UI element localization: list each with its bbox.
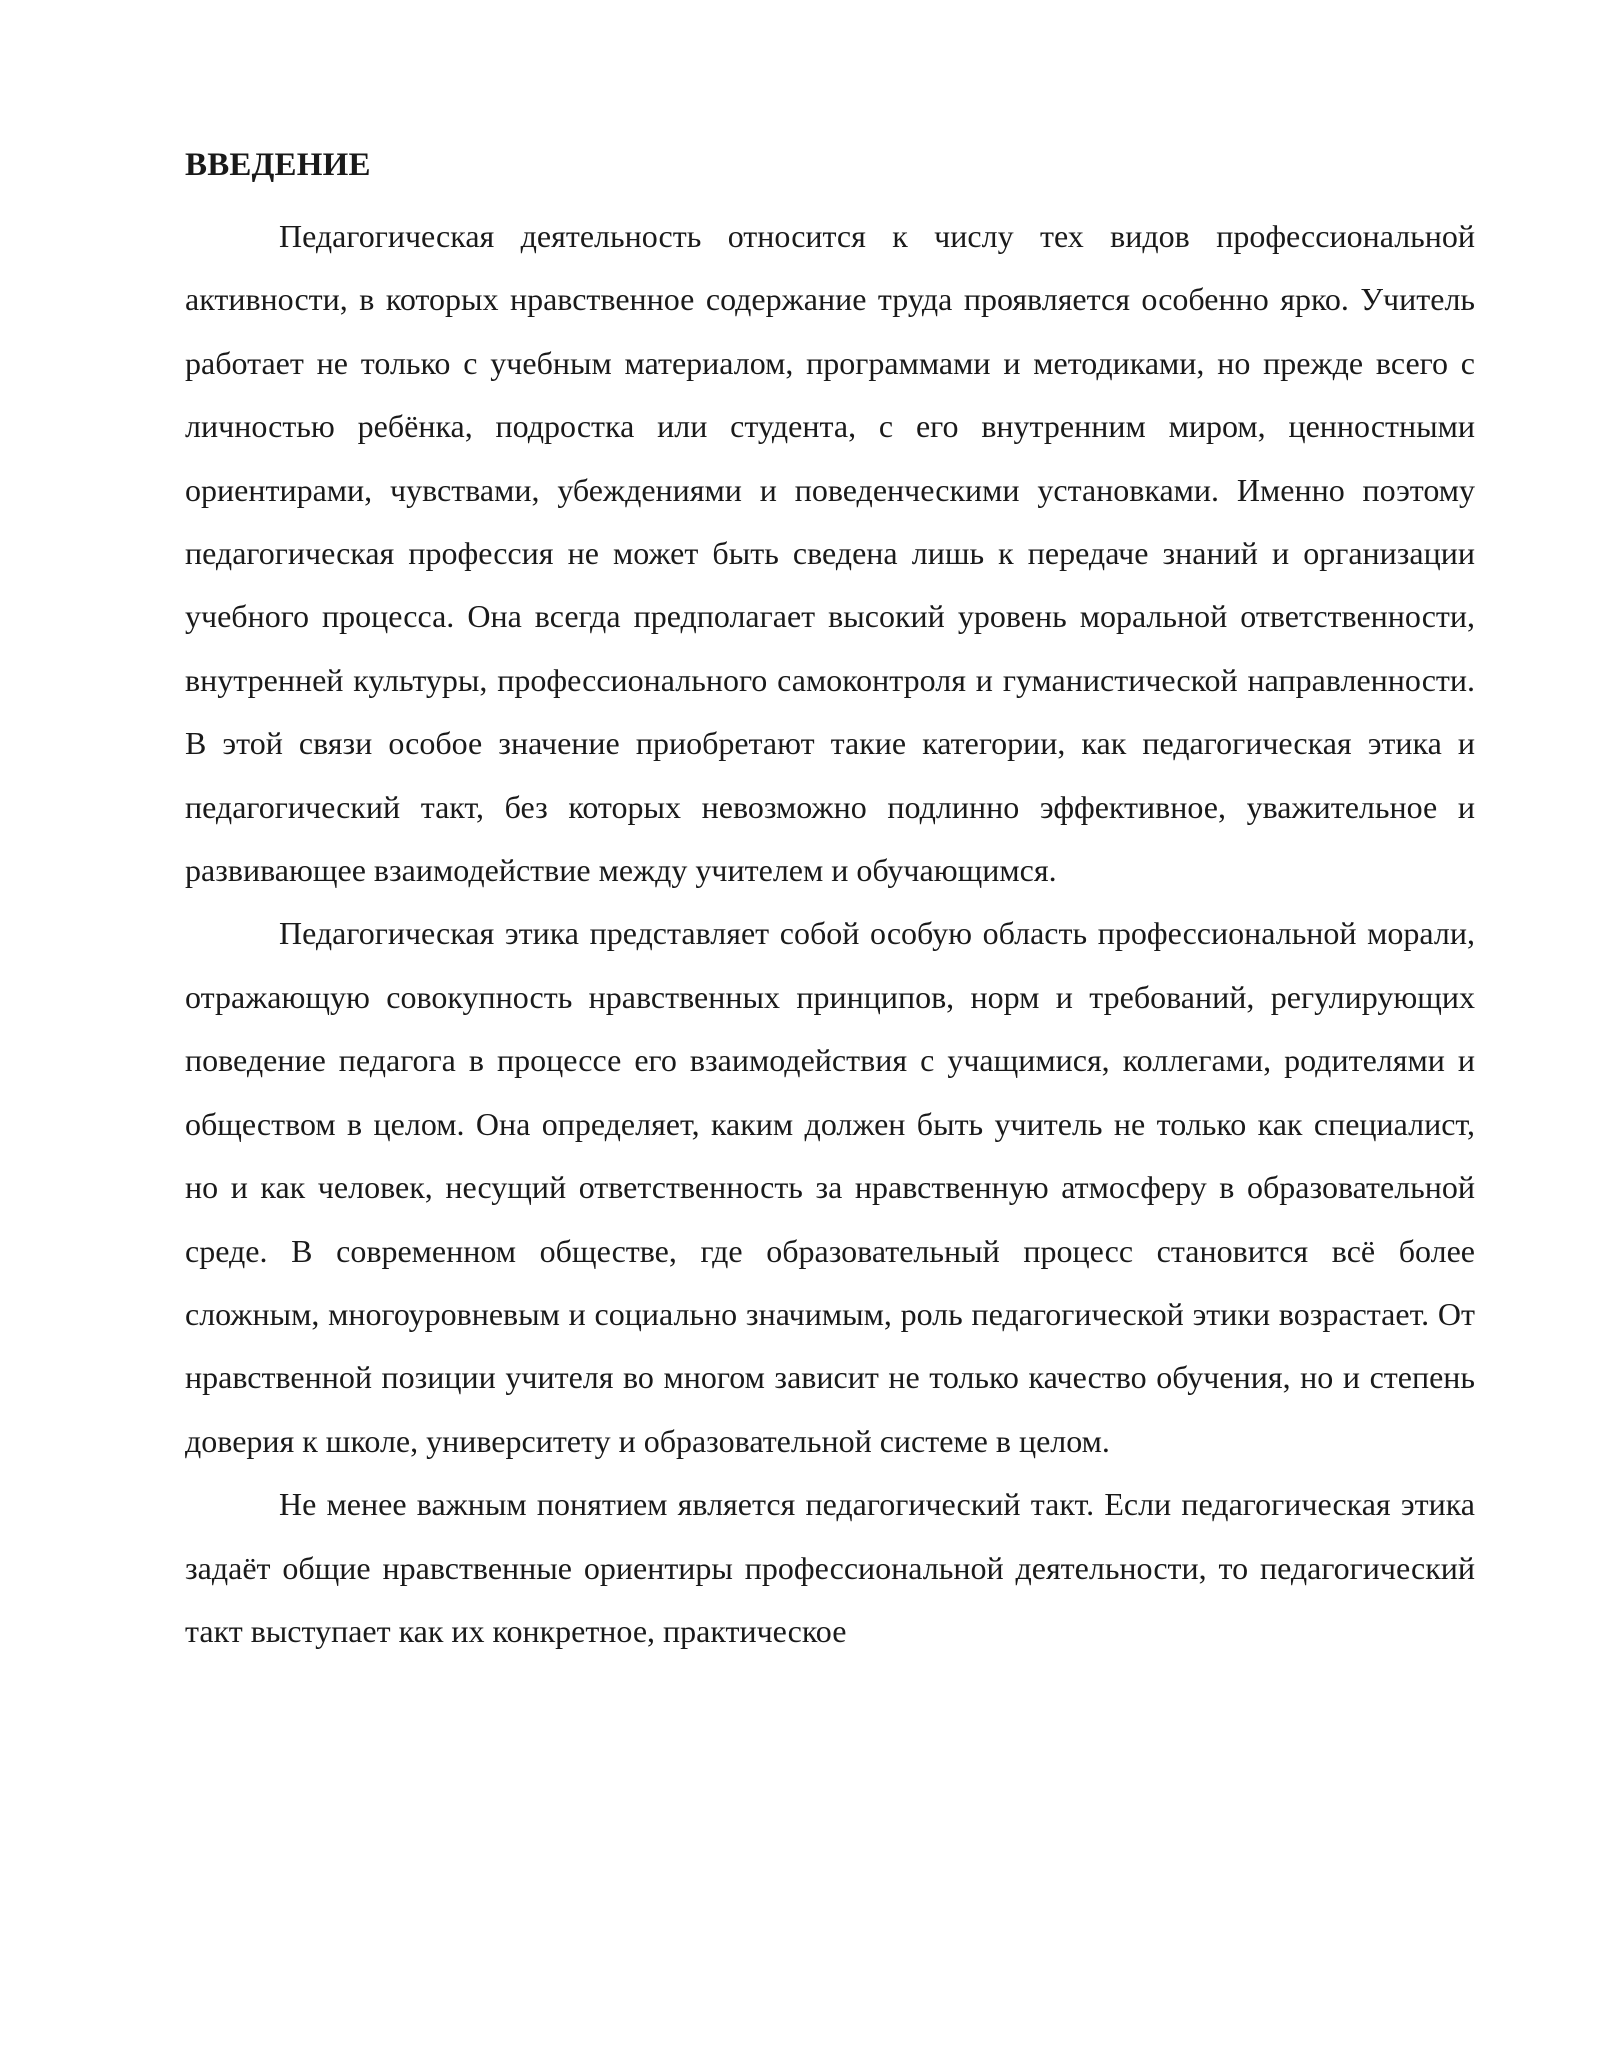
paragraph-3: Не менее важным понятием является педагогический такт. Если педагогическая этика задаёт общие нравственные ориентиры профессиональной деятельности, то педагогический такт выступает как их конкретное, практическое bbox=[185, 1486, 1475, 1649]
paragraph-2: Педагогическая этика представляет собой особую область профессиональной морали, отражающую совокупность нравственных принципов, норм и требований, регулирующих поведение педагога в процессе его взаимодействия с учащимися, коллегами, родителями и обществом в целом. Она определяет, каким должен быть учитель не только как специалист, но и как человек, несущий ответственность за нравственную атмосферу в образовательной среде. В современном обществе, где образовательный процесс становится всё более сложным, многоуровневым и социально значимым, роль педагогической этики возрастает. От нравственной позиции учителя во многом зависит не только качество обучения, но и степень доверия к школе, университету и образовательной системе в целом. bbox=[185, 915, 1475, 1459]
section-heading: ВВЕДЕНИЕ bbox=[185, 147, 371, 183]
paragraph-1: Педагогическая деятельность относится к числу тех видов профессиональной активности, в которых нравственное содержание труда проявляется особенно ярко. Учитель работает не только с учебным материалом, программами и методиками, но прежде всего с личностью ребёнка, подростка или студента, с его внутренним миром, ценностными ориентирами, чувствами, убеждениями и поведенческими установками. Именно поэтому педагогическая профессия не может быть сведена лишь к передаче знаний и организации учебного процесса. Она всегда предполагает высокий уровень моральной ответственности, внутренней культуры, профессионального самоконтроля и гуманистической направленности. В этой связи особое значение приобретают такие категории, как педагогическая этика и педагогический такт, без которых невозможно подлинно эффективное, уважительное и развивающее взаимодействие между учителем и обучающимся. bbox=[185, 218, 1475, 889]
document-body bbox=[185, 145, 1475, 1663]
